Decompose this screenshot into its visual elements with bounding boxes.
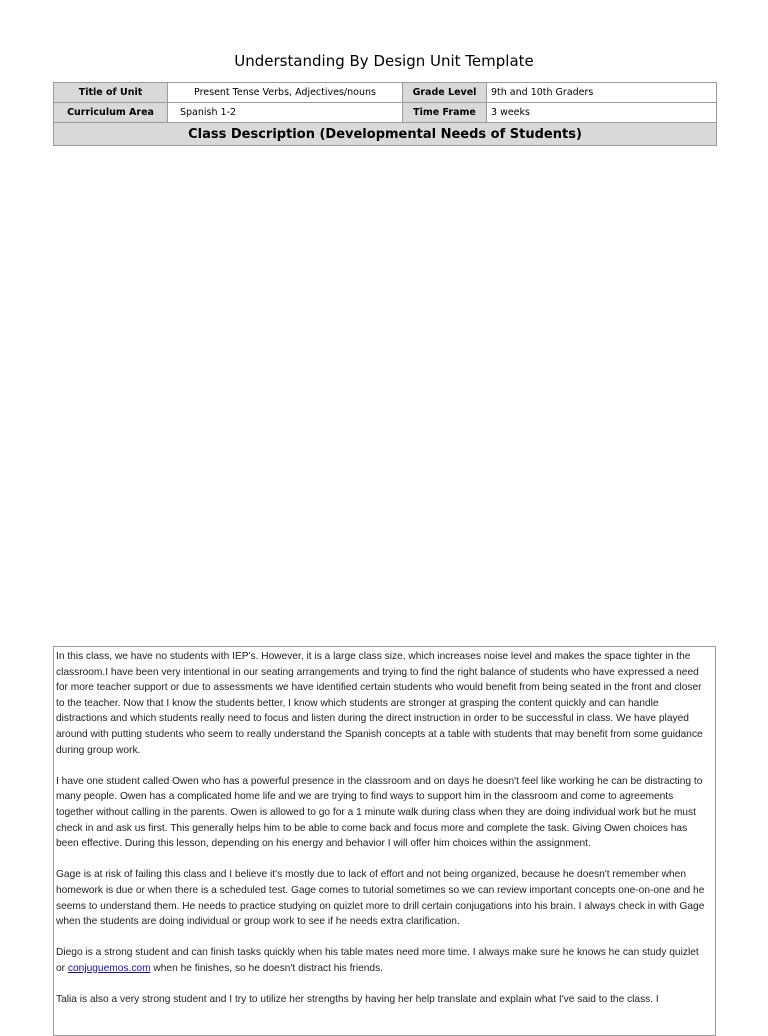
unit-info-table (53, 82, 717, 146)
curriculum-area-label: Curriculum Area (54, 103, 168, 123)
paragraph-text: Diego is a strong student and can finish tasks quickly when his table mates need more time. I always make sure he knows he can study quizlet or (56, 947, 699, 974)
description-paragraph-3: Gage is at risk of failing this class and I believe it's mostly due to lack of effort and not being organized, because he doesn't remember when homework is due or when there is a scheduled test. Gage comes to tutorial sometimes so we can review important concepts one-on-one and he seems to understand them. He needs to practice studying on quizlet more to drill certain conjugations into his brain. I always check in with Gage when the students are doing individual or group work to see if he needs extra clarification. (56, 869, 705, 928)
time-frame-label: Time Frame (403, 103, 487, 123)
title-of-unit-label: Title of Unit (54, 83, 168, 103)
description-paragraph-5: Talia is also a very strong student and I try to utilize her strengths by having her help translate and explain what I've said to the class. I (56, 994, 659, 1006)
conjuguemos-link[interactable]: conjuguemos.com (67, 962, 151, 974)
table-row (54, 123, 717, 146)
class-description-box (53, 646, 716, 1036)
grade-level-label: Grade Level (403, 83, 487, 103)
table-row (54, 103, 717, 123)
grade-level-value: 9th and 10th Graders (487, 83, 717, 103)
title-of-unit-value: Present Tense Verbs, Adjectives/nouns (168, 83, 403, 103)
description-paragraph-2: I have one student called Owen who has a powerful presence in the classroom and on days he doesn't feel like working he can be distracting to many people. Owen has a complicated home life and we are trying to find ways to support him in the classroom and come to agreements together without calling in the parents. Owen is allowed to go for a 1 minute walk during class when they are doing individual work but he must check in and ask us first. This generally helps him to be able to come back and focus more and complete the task. Giving Owen choices has been effective. During this lesson, depending on his energy and behavior I will offer him choices within the assignment. (56, 775, 703, 850)
table-row (54, 83, 717, 103)
curriculum-area-value: Spanish 1-2 (168, 103, 403, 123)
description-paragraph-4 (56, 945, 707, 976)
document-title: Understanding By Design Unit Template (234, 52, 534, 70)
description-paragraph-1: In this class, we have no students with IEP's. However, it is a large class size, which increases noise level and makes the space tighter in the classroom.I have been very intentional in our seating arrangements and trying to find the right balance of students who have expressed a need for more teacher support or due to assessments we have identified certain students who would benefit from being seated in the front and closer to the teacher. Now that I know the students better, I know which students are stronger at grasping the content quickly and can handle distractions and which students really need to focus and listen during the direct instruction in order to be successful in class. We have played around with putting students who seem to really understand the Spanish concepts at a table with students that may benefit from some guidance during group work. (56, 651, 703, 756)
class-description-header: Class Description (Developmental Needs of Students) (54, 123, 717, 146)
time-frame-value: 3 weeks (487, 103, 717, 123)
paragraph-text: when he finishes, so he doesn't distract his friends. (150, 962, 384, 974)
